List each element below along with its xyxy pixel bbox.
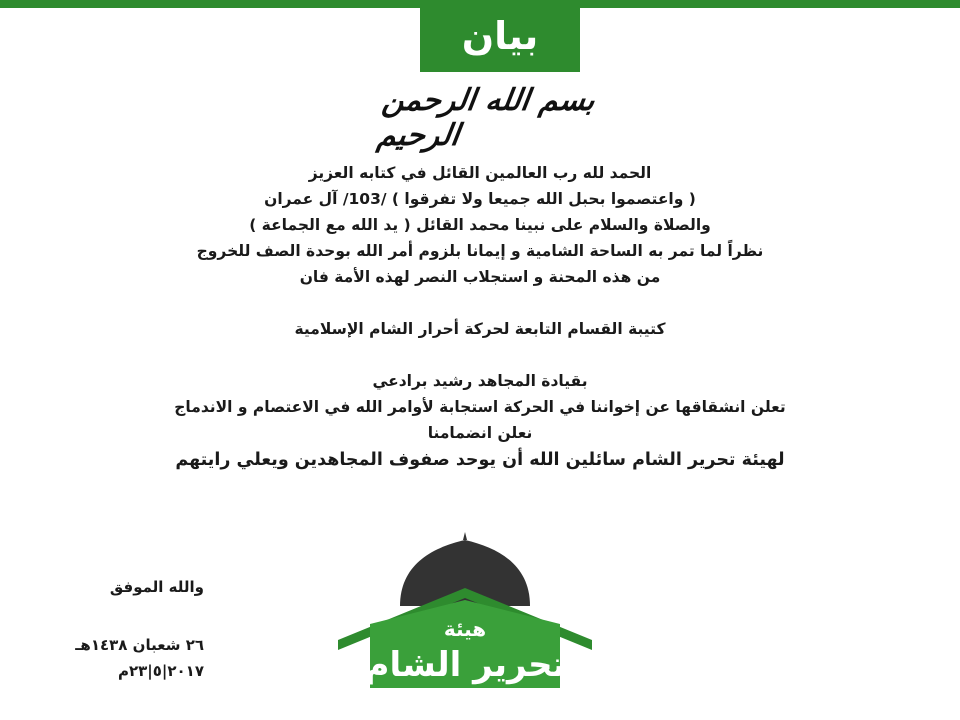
hayat-tahrir-al-sham-logo [330, 528, 600, 698]
basmala-calligraphy: بسم الله الرحمن الرحيم [375, 83, 598, 153]
hijri-date: ٢٦ شعبان ١٤٣٨هـ [75, 636, 204, 654]
signoff-text: والله الموفق [109, 578, 204, 596]
page-title: بيان [420, 0, 580, 72]
statement-body [140, 160, 820, 474]
statement-line: من هذه المحنة و استجلاب النصر لهذه الأمة فان [299, 268, 661, 286]
gregorian-date: ٢٠١٧|٥|٢٣م [117, 662, 204, 680]
logo-text-line1: هيئة [443, 617, 487, 641]
logo-text-line2: تحرير الشام [364, 645, 566, 685]
statement-line: بقيادة المجاهد رشيد برادعي [372, 372, 588, 390]
dome-finial-icon [463, 532, 467, 540]
statement-line: نعلن انضمامنا [427, 424, 533, 442]
statement-line: ( واعتصموا بحبل الله جميعا ولا تفرقوا ) /103/ آل عمران [264, 190, 696, 208]
statement-line: كتيبة القسام التابعة لحركة أحرار الشام الإسلامية [294, 320, 666, 338]
statement-line: لهيئة تحرير الشام سائلين الله أن يوحد صفوف المجاهدين ويعلي رايتهم [175, 450, 785, 470]
statement-line: تعلن انشقاقها عن إخواننا في الحركة استجابة لأوامر الله في الاعتصام و الاندماج [174, 398, 786, 416]
statement-line: والصلاة والسلام على نبينا محمد القائل ( يد الله مع الجماعة ) [249, 216, 711, 234]
statement-line: الحمد لله رب العالمين القائل في كتابه العزيز [308, 164, 652, 182]
statement-line: نظراً لما تمر به الساحة الشامية و إيمانا بلزوم أمر الله بوحدة الصف للخروج [196, 242, 764, 260]
